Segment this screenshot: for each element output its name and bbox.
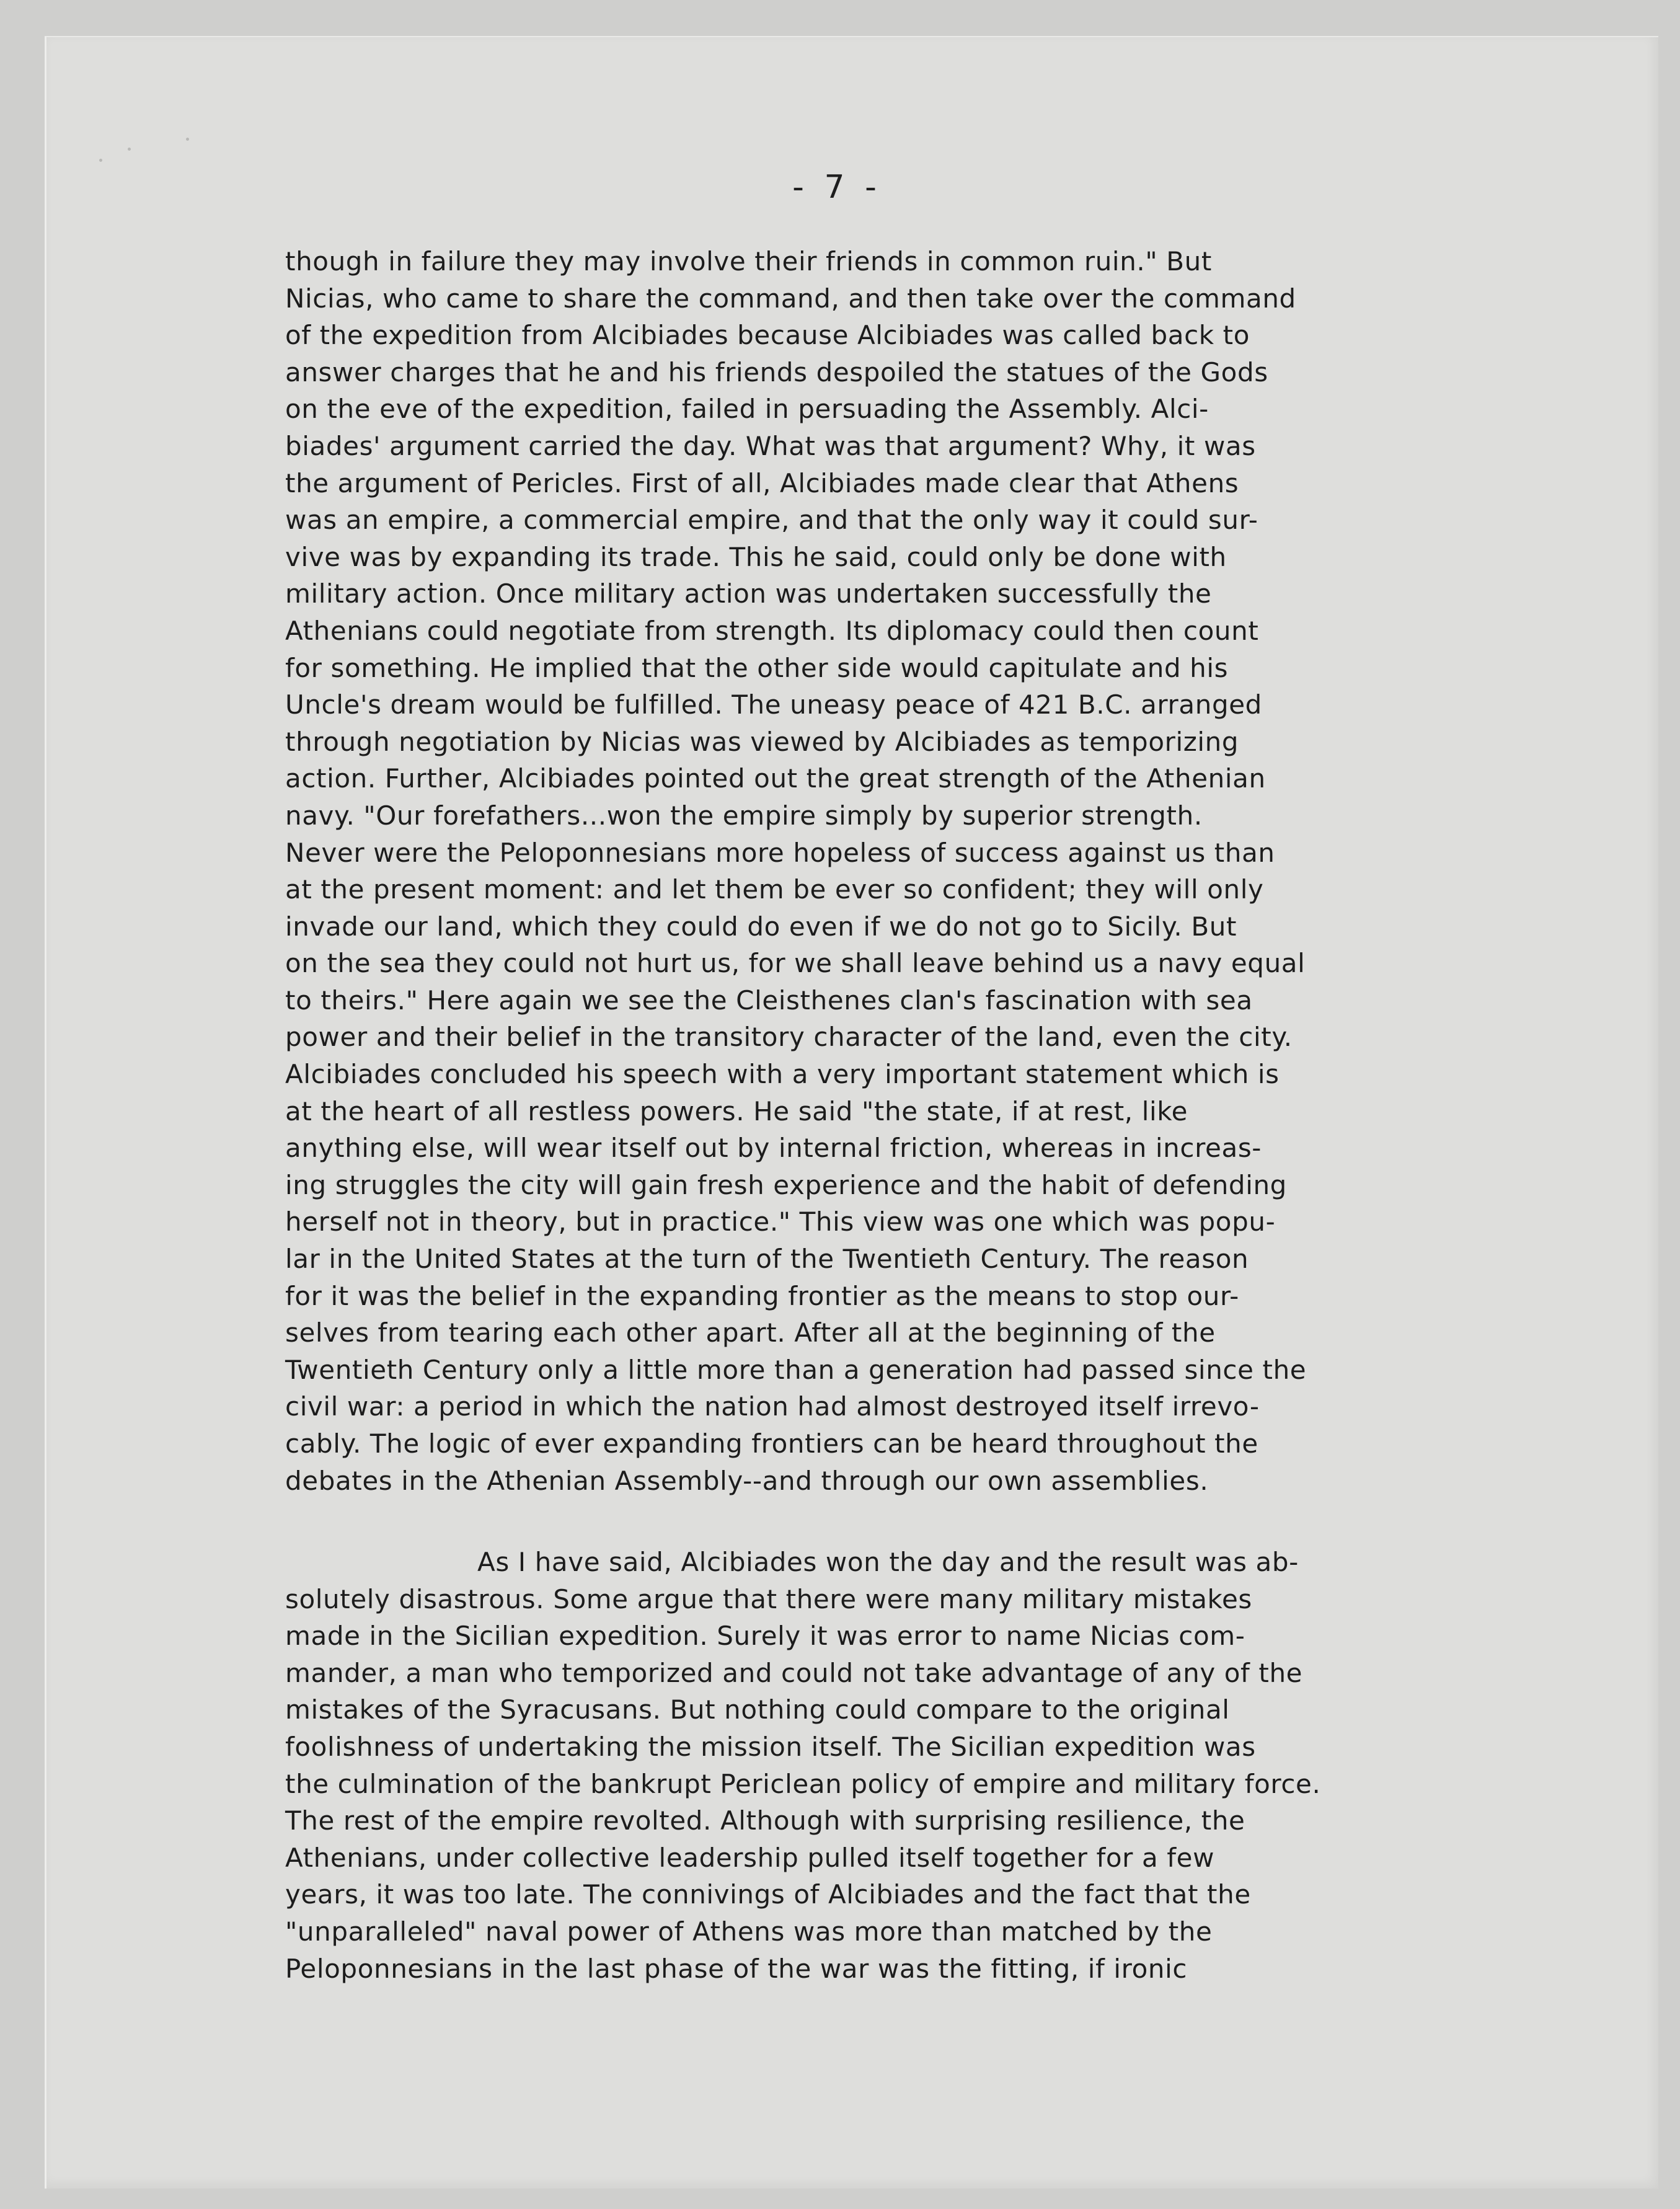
text-line: "unparalleled" naval power of Athens was more than matched by the <box>285 1916 1213 1947</box>
text-line: years, it was too late. The connivings of Alcibiades and the fact that the <box>285 1879 1251 1910</box>
text-line: The rest of the empire revolted. Although with surprising resilience, the <box>285 1805 1245 1836</box>
text-line: Nicias, who came to share the command, and then take over the command <box>285 283 1296 314</box>
text-line: the argument of Pericles. First of all, Alcibiades made clear that Athens <box>285 467 1239 498</box>
text-line: of the expedition from Alcibiades because Alcibiades was called back to <box>285 320 1250 351</box>
text-line: mistakes of the Syracusans. But nothing could compare to the original <box>285 1694 1230 1725</box>
text-line: solutely disastrous. Some argue that there were many military mistakes <box>285 1583 1252 1614</box>
scan-speck <box>186 138 189 141</box>
text-line: debates in the Athenian Assembly--and through our own assemblies. <box>285 1465 1209 1496</box>
text-line: As I have said, Alcibiades won the day and the result was ab- <box>477 1547 1299 1577</box>
text-line: Athenians could negotiate from strength. Its diplomacy could then count <box>285 615 1259 646</box>
text-line: invade our land, which they could do even if we do not go to Sicily. But <box>285 911 1237 942</box>
text-line: Uncle's dream would be fulfilled. The uneasy peace of 421 B.C. arranged <box>285 689 1262 720</box>
text-line: the culmination of the bankrupt Periclean policy of empire and military force. <box>285 1768 1321 1799</box>
text-line: mander, a man who temporized and could not take advantage of any of the <box>285 1657 1303 1688</box>
text-line: on the sea they could not hurt us, for we shall leave behind us a navy equal <box>285 948 1306 979</box>
text-line: selves from tearing each other apart. After all at the beginning of the <box>285 1317 1216 1348</box>
text-line: navy. "Our forefathers...won the empire simply by superior strength. <box>285 800 1203 831</box>
text-line: answer charges that he and his friends despoiled the statues of the Gods <box>285 356 1268 387</box>
text-line: ing struggles the city will gain fresh experience and the habit of defending <box>285 1169 1287 1200</box>
text-line: though in failure they may involve their friends in common ruin." But <box>285 246 1212 277</box>
text-line: military action. Once military action was undertaken successfully the <box>285 578 1212 609</box>
text-line: cably. The logic of ever expanding frontiers can be heard throughout the <box>285 1428 1258 1459</box>
text-line: on the eve of the expedition, failed in persuading the Assembly. Alci- <box>285 394 1209 425</box>
text-line: for something. He implied that the other side would capitulate and his <box>285 652 1229 683</box>
text-line: through negotiation by Nicias was viewed by Alcibiades as temporizing <box>285 726 1239 757</box>
text-line: lar in the United States at the turn of the Twentieth Century. The reason <box>285 1244 1249 1275</box>
text-line: Never were the Peloponnesians more hopeless of success against us than <box>285 837 1275 868</box>
text-line: for it was the belief in the expanding frontier as the means to stop our- <box>285 1280 1239 1311</box>
text-line: action. Further, Alcibiades pointed out the great strength of the Athenian <box>285 763 1266 794</box>
scan-speck <box>99 159 102 162</box>
text-line: made in the Sicilian expedition. Surely it was error to name Nicias com- <box>285 1621 1245 1652</box>
text-line: herself not in theory, but in practice." This view was one which was popu- <box>285 1206 1276 1237</box>
text-line: was an empire, a commercial empire, and that the only way it could sur- <box>285 505 1258 536</box>
page-number: - 7 - <box>792 169 882 206</box>
text-line: biades' argument carried the day. What was that argument? Why, it was <box>285 430 1256 461</box>
text-line: anything else, will wear itself out by internal friction, whereas in increas- <box>285 1133 1262 1164</box>
text-line: Twentieth Century only a little more than a generation had passed since the <box>285 1354 1307 1385</box>
text-line: power and their belief in the transitory character of the land, even the city. <box>285 1022 1293 1053</box>
scan-speck <box>128 148 131 151</box>
paragraph-2 <box>285 1544 1488 1987</box>
text-line: at the present moment: and let them be ever so confident; they will only <box>285 874 1264 905</box>
text-line: vive was by expanding its trade. This he said, could only be done with <box>285 541 1227 572</box>
text-line: foolishness of undertaking the mission itself. The Sicilian expedition was <box>285 1731 1256 1762</box>
paragraph-1 <box>285 243 1488 1499</box>
text-line: to theirs." Here again we see the Cleisthenes clan's fascination with sea <box>285 985 1253 1016</box>
text-line: at the heart of all restless powers. He said "the state, if at rest, like <box>285 1096 1188 1127</box>
text-line: Athenians, under collective leadership pulled itself together for a few <box>285 1842 1215 1873</box>
text-line: civil war: a period in which the nation had almost destroyed itself irrevo- <box>285 1391 1260 1422</box>
text-line: Alcibiades concluded his speech with a very important statement which is <box>285 1059 1280 1090</box>
text-line: Peloponnesians in the last phase of the war was the fitting, if ironic <box>285 1953 1188 1984</box>
